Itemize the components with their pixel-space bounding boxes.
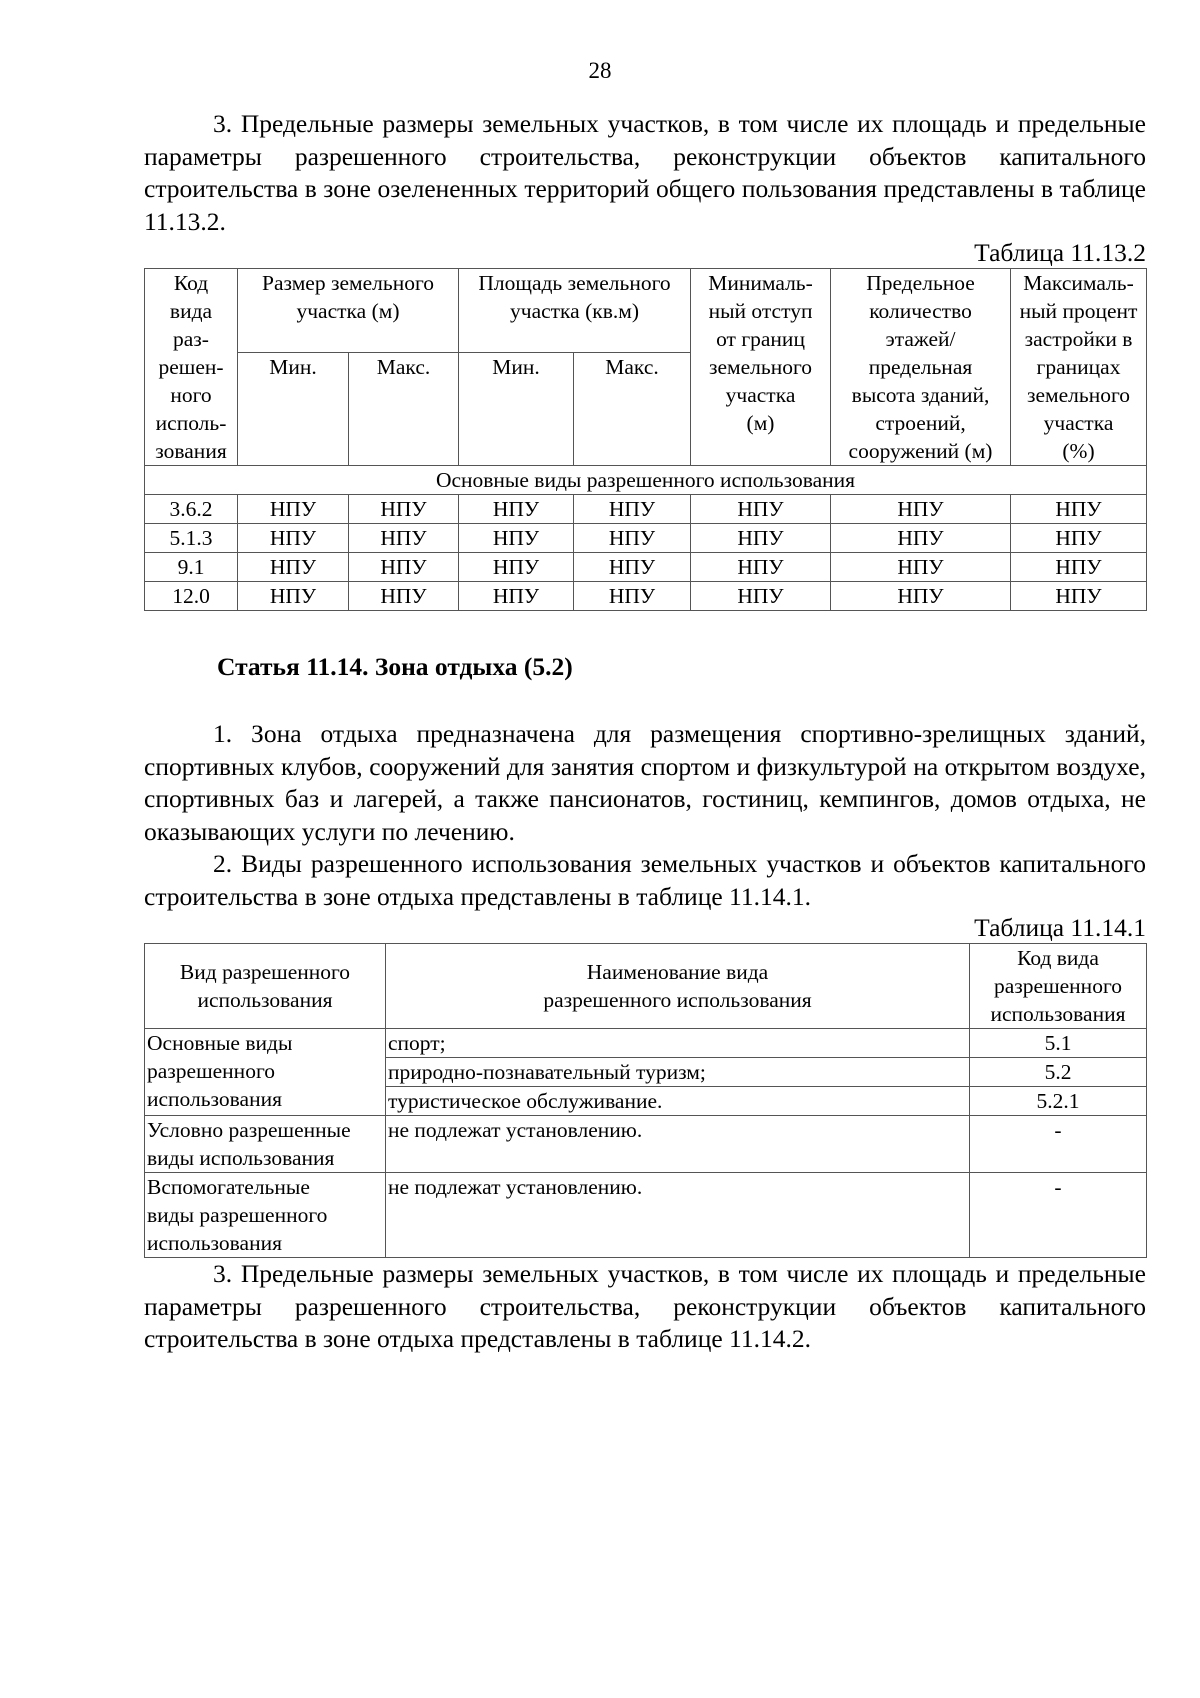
section-zone-green (144, 108, 1146, 611)
header-plot-area: Площадь земельного участка (кв.м) (459, 269, 691, 353)
value-cell: НПУ (238, 582, 349, 611)
value-cell: НПУ (459, 553, 574, 582)
article-heading: Статья 11.14. Зона отдыха (5.2) (217, 652, 573, 681)
use-code-cell: 3.6.2 (145, 495, 238, 524)
paragraph-purpose: 1. Зона отдыха предназначена для размещения спортивно-зрелищных зданий, спортивных клубов, сооружений для занятия спортом и физкультурой на открытом воздухе, спортивных баз и лагерей, а также пансионатов, гостиниц, кемпингов, домов отдыха, не оказывающих услуги по лечению. (144, 719, 1146, 846)
limits-table-11-13-2 (144, 268, 1147, 611)
value-cell: НПУ (574, 495, 691, 524)
header-size-max: Макс. (349, 353, 459, 466)
value-cell: НПУ (574, 553, 691, 582)
value-cell: НПУ (574, 524, 691, 553)
use-code-cell: 9.1 (145, 553, 238, 582)
section-row-main: Основные виды разрешенного использования (145, 466, 1147, 495)
header-kind: Вид разрешенного использования (145, 944, 386, 1029)
header-min-indent: Минималь- ный отступ от границ земельного участка (м) (691, 269, 831, 466)
table-row (145, 495, 1147, 524)
value-cell: НПУ (459, 524, 574, 553)
paragraph-limits-rest: 3. Предельные размеры земельных участков, в том числе их площадь и предельные параметры разрешенного строительства, реконструкции объектов капитального строительства в зоне отдыха представлены в таблице 11.14.2. (144, 1259, 1146, 1353)
header-floors: Предельное количество этажей/ предельная высота зданий, строений, сооружений (м) (831, 269, 1011, 466)
use-code-cell: 5.1.3 (145, 524, 238, 553)
group-conditional: Условно разрешенные виды использования (145, 1116, 386, 1173)
use-code: - (970, 1116, 1147, 1173)
table-row (145, 582, 1147, 611)
value-cell: НПУ (459, 495, 574, 524)
use-code: 5.2.1 (970, 1087, 1147, 1116)
group-auxiliary: Вспомогательные виды разрешенного использования (145, 1173, 386, 1258)
header-area-min: Мин. (459, 353, 574, 466)
table-caption: Таблица 11.13.2 (974, 238, 1146, 267)
value-cell: НПУ (349, 553, 459, 582)
use-code-cell: 12.0 (145, 582, 238, 611)
value-cell: НПУ (831, 495, 1011, 524)
value-cell: НПУ (349, 582, 459, 611)
value-cell: НПУ (831, 582, 1011, 611)
use-code: - (970, 1173, 1147, 1258)
value-cell: НПУ (691, 582, 831, 611)
value-cell: НПУ (691, 553, 831, 582)
value-cell: НПУ (831, 524, 1011, 553)
use-code: 5.1 (970, 1029, 1147, 1058)
header-size-min: Мин. (238, 353, 349, 466)
header-build-percent: Максималь- ный процент застройки в границах земельного участка (%) (1011, 269, 1147, 466)
header-code: Код вида раз- решен- ного исполь- зования (145, 269, 238, 466)
value-cell: НПУ (238, 495, 349, 524)
use-name: не подлежат установлению. (386, 1116, 970, 1173)
value-cell: НПУ (574, 582, 691, 611)
use-name: не подлежат установлению. (386, 1173, 970, 1258)
value-cell: НПУ (459, 582, 574, 611)
value-cell: НПУ (1011, 553, 1147, 582)
paragraph-kinds: 2. Виды разрешенного использования земельных участков и объектов капитального строительства в зоне отдыха представлены в таблице 11.14.1. (144, 849, 1146, 911)
use-name: туристическое обслуживание. (386, 1087, 970, 1116)
value-cell: НПУ (1011, 524, 1147, 553)
header-area-max: Макс. (574, 353, 691, 466)
table-row (145, 524, 1147, 553)
value-cell: НПУ (238, 524, 349, 553)
section-zone-rest (144, 718, 1146, 1356)
table-row (145, 553, 1147, 582)
header-use-code: Код вида разрешенного использования (970, 944, 1147, 1029)
value-cell: НПУ (1011, 495, 1147, 524)
header-name: Наименование вида разрешенного использования (386, 944, 970, 1029)
value-cell: НПУ (691, 524, 831, 553)
group-main: Основные виды разрешенного использования (145, 1029, 386, 1116)
use-name: природно-познавательный туризм; (386, 1058, 970, 1087)
value-cell: НПУ (238, 553, 349, 582)
value-cell: НПУ (691, 495, 831, 524)
table-caption: Таблица 11.14.1 (974, 913, 1146, 942)
use-code: 5.2 (970, 1058, 1147, 1087)
value-cell: НПУ (349, 495, 459, 524)
value-cell: НПУ (831, 553, 1011, 582)
value-cell: НПУ (349, 524, 459, 553)
header-plot-size: Размер земельного участка (м) (238, 269, 459, 353)
paragraph-limits-green: 3. Предельные размеры земельных участков, в том числе их площадь и предельные параметры разрешенного строительства, реконструкции объектов капитального строительства в зоне озелененных территорий общего пользования представлены в таблице 11.13.2. (144, 109, 1146, 236)
value-cell: НПУ (1011, 582, 1147, 611)
page-number: 28 (588, 58, 612, 83)
use-name: спорт; (386, 1029, 970, 1058)
uses-table-11-14-1 (144, 943, 1147, 1258)
